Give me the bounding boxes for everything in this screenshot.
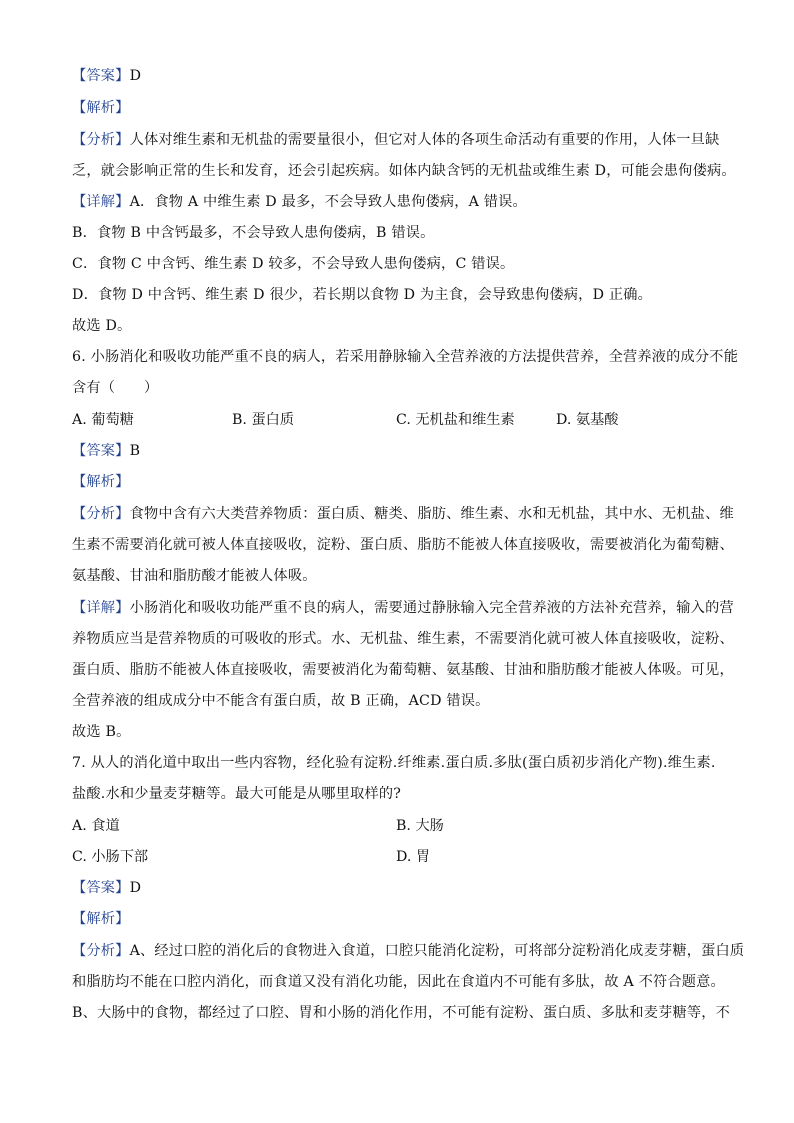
q6-answer-line — [72, 441, 732, 461]
xiangjie-label: 【详解】 — [72, 194, 130, 210]
answer-value: B — [129, 443, 141, 459]
answer-value: D — [129, 880, 142, 896]
q7-option-b: B. 大肠 — [396, 818, 444, 834]
q7-fenxi-line-2: 和脂肪均不能在口腔内消化，而食道又没有消化功能，因此在食道内不可能有多肽，故 A 不符合题意。 — [72, 974, 725, 990]
q6-fenxi-line-2: 生素不需要消化就可被人体直接吸收，淀粉、蛋白质、脂肪不能被人体直接吸收，需要被消化为葡萄糖、 — [72, 537, 734, 553]
answer-label: 【答案】 — [72, 68, 130, 84]
q7-fenxi-line-3: B、大肠中的食物，都经过了口腔、胃和小肠的消化作用，不可能有淀粉、蛋白质、多肽和麦芽糖等，不 — [72, 1005, 731, 1021]
q7-option-d: D. 胃 — [396, 849, 431, 865]
q6-xiangjie-line-1 — [72, 598, 732, 618]
q7-stem-line-2: 盐酸.水和少量麦芽糖等。最大可能是从哪里取样的? — [72, 786, 402, 802]
q6-xiangjie-line-3: 蛋白质、脂肪不能被人体直接吸收，需要被消化为葡萄糖、氨基酸、甘油和脂肪酸才能被人体吸。可见， — [72, 662, 734, 678]
q6-fenxi-line-1 — [72, 504, 732, 524]
q5-answer-line — [72, 66, 732, 86]
q6-option-b: B. 蛋白质 — [232, 412, 295, 428]
q6-option-c: C. 无机盐和维生素 — [396, 412, 515, 428]
analysis-label: 【解析】 — [72, 911, 130, 927]
q6-xiangjie-line-2: 养物质应当是营养物质的可吸收的形式。水、无机盐、维生素，不需要消化就可被人体直接吸收，淀粉、 — [72, 631, 734, 647]
fenxi-text: 人体对维生素和无机盐的需要量很小，但它对人体的各项生命活动有重要的作用，人体一旦缺 — [129, 132, 720, 148]
q5-analysis-label — [72, 98, 732, 118]
analysis-label: 【解析】 — [72, 100, 130, 116]
analysis-label: 【解析】 — [72, 474, 130, 490]
answer-label: 【答案】 — [72, 443, 130, 459]
q5-fenxi-line-2: 乏，就会影响正常的生长和发育，还会引起疾病。如体内缺含钙的无机盐或维生素 D，可能会患佝偻病。 — [72, 163, 736, 179]
q5-line-d: D．食物 D 中含钙、维生素 D 很少，若长期以食物 D 为主食，会导致患佝偻病，D 正确。 — [72, 287, 653, 303]
fenxi-label: 【分析】 — [72, 943, 130, 959]
q5-line-b: B．食物 B 中含钙最多，不会导致人患佝偻病，B 错误。 — [72, 225, 435, 241]
q6-stem-line-2: 含有（ ） — [72, 380, 159, 396]
fenxi-text: 食物中含有六大类营养物质：蛋白质、糖类、脂肪、维生素、水和无机盐，其中水、无机盐、维 — [129, 506, 734, 522]
xiangjie-text: A．食物 A 中维生素 D 最多，不会导致人患佝偻病，A 错误。 — [129, 194, 527, 210]
q5-line-c: C．食物 C 中含钙、维生素 D 较多，不会导致人患佝偻病，C 错误。 — [72, 256, 515, 272]
q5-xiangjie-line — [72, 192, 732, 212]
q7-option-a: A. 食道 — [72, 818, 120, 834]
fenxi-label: 【分析】 — [72, 132, 130, 148]
answer-label: 【答案】 — [72, 880, 130, 896]
q6-option-d: D. 氨基酸 — [556, 412, 619, 428]
answer-value: D — [129, 68, 142, 84]
fenxi-label: 【分析】 — [72, 506, 130, 522]
q5-conclusion: 故选 D。 — [72, 318, 132, 334]
q5-fenxi-line-1 — [72, 130, 732, 150]
q6-option-a: A. 葡萄糖 — [72, 412, 134, 428]
xiangjie-label: 【详解】 — [72, 600, 130, 616]
q7-analysis-label — [72, 909, 732, 929]
q6-analysis-label — [72, 472, 732, 492]
xiangjie-text: 小肠消化和吸收功能严重不良的病人，需要通过静脉输入完全营养液的方法补充营养，输入的营 — [129, 600, 734, 616]
q7-option-c: C. 小肠下部 — [72, 849, 149, 865]
q7-answer-line — [72, 878, 732, 898]
q6-conclusion: 故选 B。 — [72, 724, 131, 740]
fenxi-text: A、经过口腔的消化后的食物进入食道，口腔只能消化淀粉，可将部分淀粉消化成麦芽糖，蛋白质 — [129, 943, 745, 959]
q6-xiangjie-line-4: 全营养液的组成成分中不能含有蛋白质，故 B 正确，ACD 错误。 — [72, 693, 490, 709]
q6-stem-line-1: 6. 小肠消化和吸收功能严重不良的病人，若采用静脉输入全营养液的方法提供营养，全营养液的成分不能 — [72, 349, 739, 365]
q6-fenxi-line-3: 氨基酸、甘油和脂肪酸才能被人体吸。 — [72, 568, 317, 584]
q7-stem-line-1: 7. 从人的消化道中取出一些内容物，经化验有淀粉.纤维素.蛋白质.多肽(蛋白质初步消化产物).维生素. — [72, 755, 716, 771]
q7-fenxi-line-1 — [72, 941, 745, 961]
